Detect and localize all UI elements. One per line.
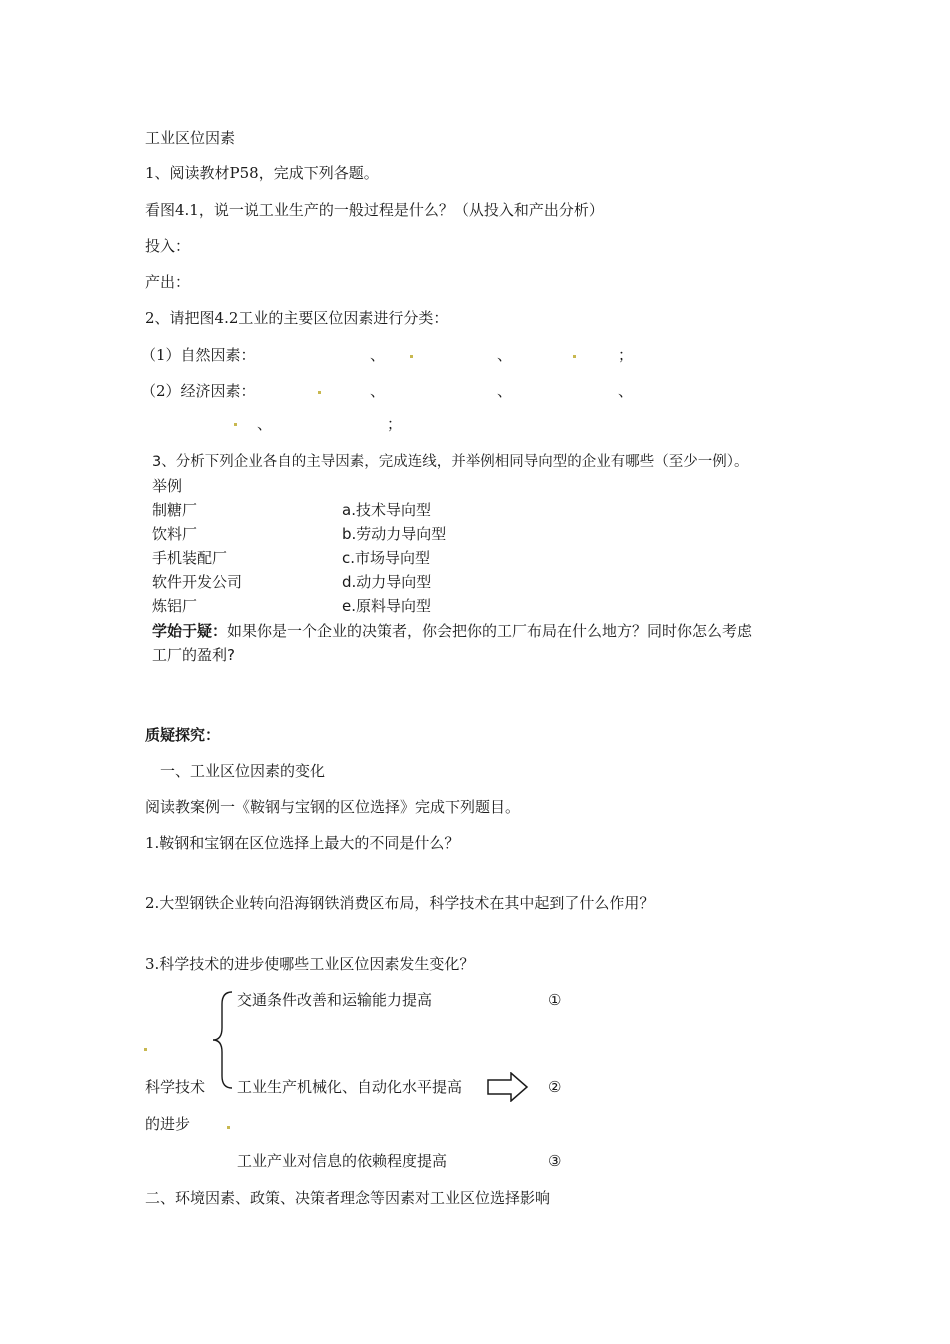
separator: 、: [497, 346, 513, 364]
marker-2: ②: [548, 1078, 562, 1096]
diagram-left-line-1: 科学技术: [145, 1078, 206, 1096]
speck: [234, 423, 237, 426]
orientation-item: e.原料导向型: [342, 597, 431, 615]
natural-factors-label: （1）自然因素：: [141, 346, 256, 364]
enterprise-item: 饮料厂: [152, 525, 198, 543]
question-2: 2、请把图4.2工业的主要区位因素进行分类：: [145, 309, 449, 327]
diagram-left-line-2: 的进步: [145, 1115, 191, 1133]
speck: [144, 1048, 147, 1051]
example-label: 举例: [152, 477, 183, 495]
separator: ；: [618, 346, 634, 364]
case-intro: 阅读教案例一《鞍钢与宝钢的区位选择》完成下列题目。: [145, 798, 521, 816]
enterprise-item: 炼铝厂: [152, 597, 198, 615]
orientation-item: c.市场导向型: [342, 549, 431, 567]
enterprise-item: 制糖厂: [152, 501, 198, 519]
marker-3: ③: [548, 1152, 562, 1170]
part-1-title: 一、工业区位因素的变化: [160, 762, 326, 780]
inquiry-question-3: 3.科学技术的进步使哪些工业区位因素发生变化？: [145, 955, 475, 973]
input-label: 投入：: [145, 237, 191, 255]
doubt-line-1: [152, 621, 752, 641]
diagram-item-3: 工业产业对信息的依赖程度提高: [237, 1152, 448, 1170]
orientation-item: b.劳动力导向型: [342, 525, 447, 543]
diagram-item-2: 工业生产机械化、自动化水平提高: [237, 1078, 463, 1096]
separator: 、: [370, 346, 386, 364]
doubt-text: 如果你是一个企业的决策者，你会把你的工厂布局在什么地方？同时你怎么考虑: [227, 622, 753, 640]
separator: 、: [497, 382, 513, 400]
marker-1: ①: [548, 991, 562, 1009]
separator: 、: [618, 382, 634, 400]
separator: 、: [370, 382, 386, 400]
inquiry-question-1: 1.鞍钢和宝钢在区位选择上最大的不同是什么？: [145, 834, 460, 852]
inquiry-title: 质疑探究：: [145, 726, 221, 744]
speck: [318, 391, 321, 394]
speck: [573, 355, 576, 358]
question-1: 1、阅读教材P58，完成下列各题。: [145, 164, 379, 182]
economic-factors-label: （2）经济因素：: [141, 382, 256, 400]
doubt-line-2: 工厂的盈利?: [152, 646, 235, 664]
question-3: 3、分析下列企业各自的主导因素，完成连线，并举例相同导向型的企业有哪些（至少一例）。: [152, 454, 749, 470]
inquiry-question-2: 2.大型钢铁企业转向沿海钢铁消费区布局，科学技术在其中起到了什么作用？: [145, 894, 655, 912]
diagram-item-1: 交通条件改善和运输能力提高: [237, 991, 433, 1009]
part-2-title: 二、环境因素、政策、决策者理念等因素对工业区位选择影响: [145, 1189, 551, 1207]
page-title: 工业区位因素: [145, 129, 236, 147]
speck: [227, 1126, 230, 1129]
speck: [410, 355, 413, 358]
output-label: 产出：: [145, 273, 191, 291]
enterprise-item: 手机装配厂: [152, 549, 228, 567]
separator: ；: [387, 415, 403, 433]
orientation-item: d.动力导向型: [342, 573, 432, 591]
left-brace: [210, 990, 236, 1090]
doubt-label: 学始于疑：: [152, 622, 228, 640]
separator: 、: [257, 415, 273, 433]
orientation-item: a.技术导向型: [342, 501, 431, 519]
enterprise-item: 软件开发公司: [152, 573, 243, 591]
question-1-sub: 看图4.1，说一说工业生产的一般过程是什么？（从投入和产出分析）: [145, 201, 604, 219]
right-arrow-icon: [487, 1072, 529, 1102]
